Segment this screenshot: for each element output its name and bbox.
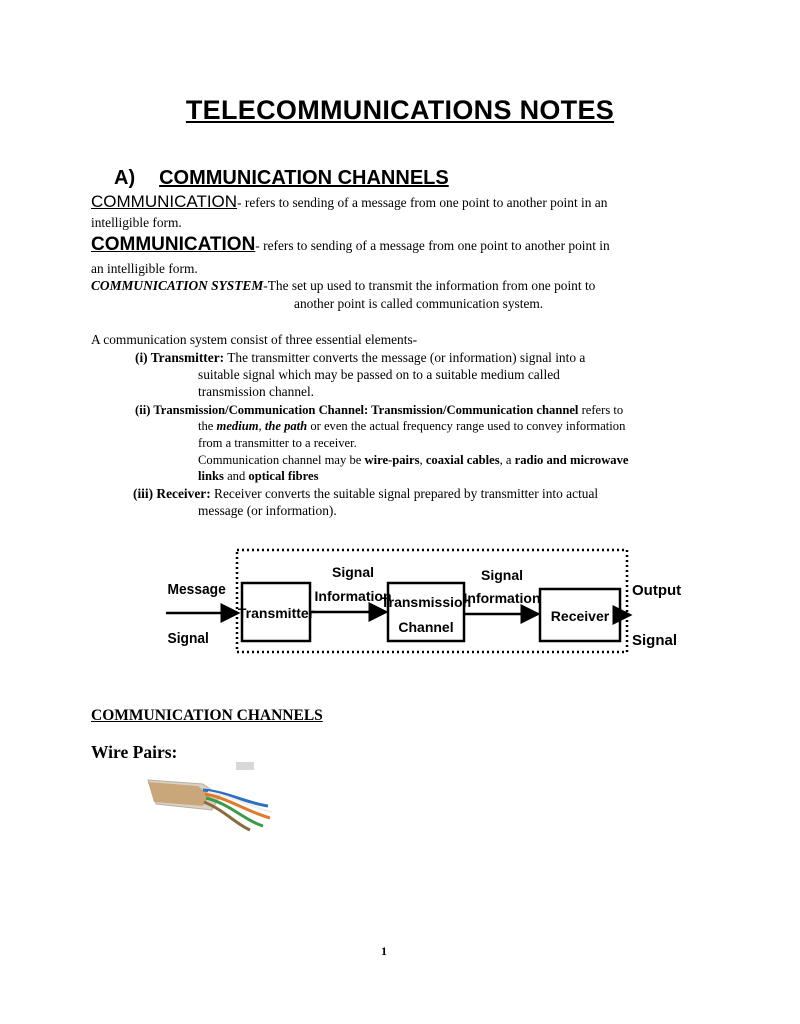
receiver-text: Receiver converts the suitable signal prepared by transmitter into actual <box>210 486 599 501</box>
channel-text-2 <box>198 418 625 434</box>
diagram-transmission: Transmission <box>380 594 472 610</box>
wire-pairs-heading: Wire Pairs: <box>91 742 178 762</box>
section-title: COMMUNICATION CHANNELS <box>159 167 449 189</box>
channel-text-2a: the <box>198 419 217 433</box>
section-heading <box>114 167 449 190</box>
diagram-signal-1: Signal <box>331 564 375 580</box>
channel-radio: radio and microwave <box>514 453 629 467</box>
wire-pairs-image <box>148 762 278 834</box>
elements-intro: A communication system consist of three essential elements- <box>91 332 418 347</box>
channel-optical: optical fibres <box>248 469 319 483</box>
communication-system-diagram <box>162 546 682 658</box>
channel-text-4a: Communication channel may be <box>198 453 365 467</box>
channel-label: Transmission/Communication Channel: Transmission/Communication channel <box>153 403 579 417</box>
transmitter-text-2: suitable signal which may be passed on to a suitable medium called <box>198 367 560 382</box>
channel-medium: medium <box>216 419 259 433</box>
diagram-transmitter: Transmitter <box>237 605 315 621</box>
diagram-signal-out: Signal <box>632 632 678 649</box>
diagram-signal-2: Signal <box>480 567 524 583</box>
channel-links: links <box>198 469 224 483</box>
definition-1-text: - refers to sending of a message from one point to another point in an <box>237 195 608 210</box>
definition-3-term: COMMUNICATION SYSTEM <box>91 278 264 293</box>
transmitter-label: (i) Transmitter: <box>135 350 225 365</box>
channel-text-2b: or even the actual frequency range used to convey information <box>307 419 626 433</box>
channel-and: and <box>223 469 249 483</box>
image-artifact <box>236 762 254 770</box>
definition-1 <box>91 194 607 211</box>
element-receiver <box>133 486 598 502</box>
channel-text-4 <box>198 452 628 468</box>
receiver-label: (iii) Receiver: <box>133 486 211 501</box>
page-number: 1 <box>381 944 387 958</box>
channel-comma: , <box>258 419 265 433</box>
channels-heading: COMMUNICATION CHANNELS <box>91 707 323 724</box>
channel-text: refers to <box>578 403 624 417</box>
section-letter: A) <box>114 167 136 189</box>
definition-2 <box>91 234 610 255</box>
element-channel <box>135 402 623 418</box>
definition-3-text: -The set up used to transmit the information from one point to <box>263 278 596 293</box>
definition-2-term: COMMUNICATION <box>91 234 256 255</box>
definition-3-cont: another point is called communication system. <box>294 296 544 311</box>
channel-sep-2: , a <box>499 453 515 467</box>
channel-label-prefix: (ii) <box>135 403 154 417</box>
channel-text-3: from a transmitter to a receiver. <box>198 436 357 450</box>
definition-1-cont: intelligible form. <box>91 215 182 230</box>
channel-sep-1: , <box>419 453 426 467</box>
channel-coaxial: coaxial cables <box>425 453 500 467</box>
diagram-message: Message <box>167 581 226 599</box>
definition-2-cont: an intelligible form. <box>91 261 198 276</box>
page-title: TELECOMMUNICATIONS NOTES <box>185 95 615 125</box>
diagram-receiver: Receiver <box>550 608 610 624</box>
diagram-signal-in: Signal <box>167 630 209 648</box>
diagram-channel: Channel <box>398 619 454 635</box>
element-transmitter <box>135 350 585 366</box>
channel-text-5 <box>198 468 318 484</box>
definition-1-term: COMMUNICATION <box>91 192 238 211</box>
diagram-information-1: Information <box>314 588 392 604</box>
receiver-text-2: message (or information). <box>198 503 337 518</box>
transmitter-text-3: transmission channel. <box>198 384 315 399</box>
definition-2-text: - refers to sending of a message from one point to another point in <box>255 238 610 253</box>
diagram-information-2: Information <box>463 590 541 606</box>
diagram-output: Output <box>632 582 682 599</box>
transmitter-text: The transmitter converts the message (or information) signal into a <box>224 350 586 365</box>
channel-path: the path <box>264 419 308 433</box>
channel-wire-pairs: wire-pairs <box>364 453 420 467</box>
definition-3 <box>91 278 595 294</box>
